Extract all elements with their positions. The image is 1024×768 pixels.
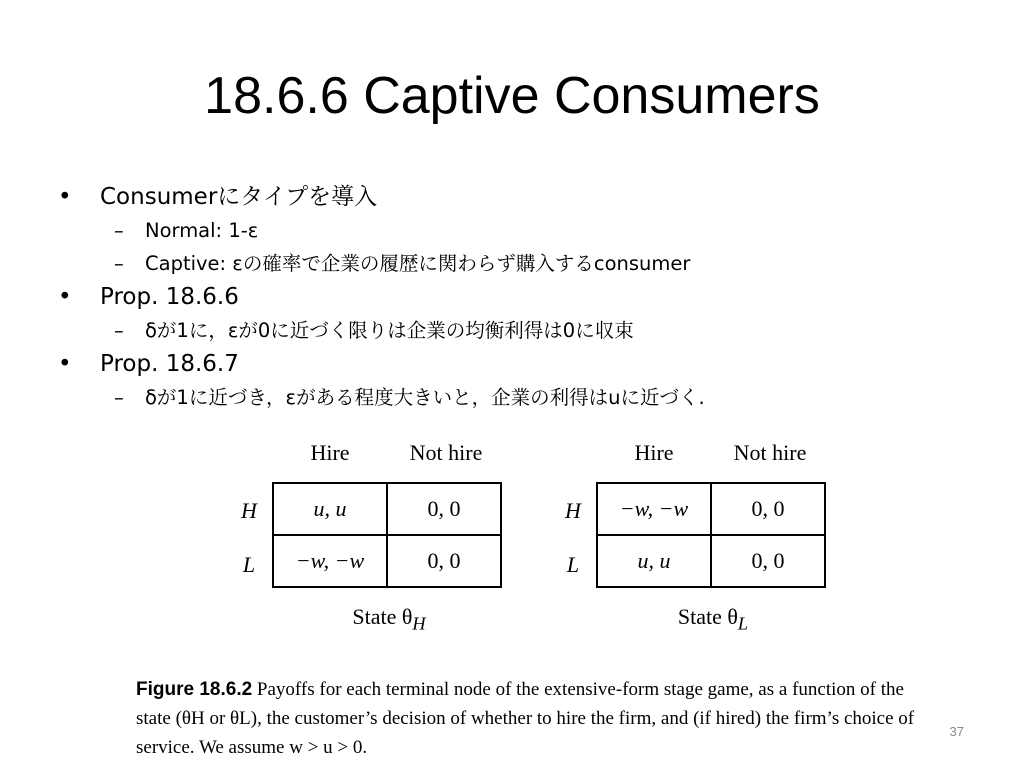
payoff-table bbox=[272, 482, 502, 588]
bullet-item bbox=[58, 280, 998, 314]
payoff-cell: 0, 0 bbox=[387, 535, 501, 587]
bullet-dot-icon: • bbox=[58, 351, 72, 377]
bullet-dot-icon: • bbox=[58, 184, 72, 210]
page-number: 37 bbox=[949, 724, 964, 739]
sub-bullet-item bbox=[58, 214, 998, 247]
caption-label: Figure 18.6.2 bbox=[136, 679, 253, 700]
payoff-cell: 0, 0 bbox=[387, 483, 501, 535]
bullet-text: Prop. 18.6.6 bbox=[100, 284, 239, 310]
row-header: H bbox=[241, 498, 257, 523]
column-header: Hire bbox=[310, 440, 350, 465]
payoff-figure bbox=[0, 440, 1024, 634]
sub-bullet-text: δが1に，εが0に近づく限りは企業の均衡利得は0に収束 bbox=[145, 319, 634, 342]
slide-title: 18.6.6 Captive Consumers bbox=[204, 67, 820, 125]
bullet-list bbox=[58, 180, 998, 414]
sub-bullet-item bbox=[58, 247, 998, 280]
column-header: Hire bbox=[634, 440, 674, 465]
sub-bullet-item bbox=[58, 381, 998, 414]
state-label bbox=[596, 604, 830, 634]
sub-bullet-text: δが1に近づき，εがある程度大きいと，企業の利得はuに近づく. bbox=[145, 386, 705, 409]
bullet-text: Consumerにタイプを導入 bbox=[100, 184, 378, 210]
table-row bbox=[597, 483, 825, 535]
sub-bullet-text: Captive: εの確率で企業の履歴に関わらず購入するconsumer bbox=[145, 252, 691, 275]
table-row bbox=[597, 535, 825, 587]
caption-text: Payoffs for each terminal node of the extensive-form stage game, as a function of the state (θH or θL), the customer’s decision of whether to hire the firm, and (if hired) the firm’s choice of service. We assume w > u > 0. bbox=[136, 679, 915, 758]
payoff-cell: −w, −w bbox=[597, 483, 711, 535]
dash-icon: – bbox=[114, 386, 124, 409]
payoff-cell: 0, 0 bbox=[711, 535, 825, 587]
dash-icon: – bbox=[114, 252, 124, 275]
dash-icon: – bbox=[114, 219, 124, 242]
row-header: L bbox=[242, 552, 256, 577]
payoff-cell: 0, 0 bbox=[711, 483, 825, 535]
figure-caption bbox=[136, 675, 926, 762]
bullet-item bbox=[58, 347, 998, 381]
state-prefix: State θ bbox=[352, 604, 413, 629]
bullet-item bbox=[58, 180, 998, 214]
state-subscript: L bbox=[737, 613, 749, 634]
table-row bbox=[273, 483, 501, 535]
row-header: L bbox=[566, 552, 580, 577]
bullet-dot-icon: • bbox=[58, 284, 72, 310]
state-label bbox=[272, 604, 506, 634]
table-row bbox=[273, 535, 501, 587]
sub-bullet-item bbox=[58, 314, 998, 347]
column-header: Not hire bbox=[409, 440, 483, 465]
dash-icon: – bbox=[114, 319, 124, 342]
row-header: H bbox=[565, 498, 581, 523]
column-header: Not hire bbox=[733, 440, 807, 465]
state-prefix: State θ bbox=[677, 604, 738, 629]
sub-bullet-text: Normal: 1-ε bbox=[145, 219, 259, 242]
bullet-text: Prop. 18.6.7 bbox=[100, 351, 239, 377]
state-subscript: H bbox=[412, 613, 426, 634]
payoff-matrix-right bbox=[556, 440, 836, 634]
payoff-cell: u, u bbox=[273, 483, 387, 535]
payoff-cell: u, u bbox=[597, 535, 711, 587]
payoff-cell: −w, −w bbox=[273, 535, 387, 587]
payoff-matrix-left bbox=[232, 440, 512, 634]
payoff-table bbox=[596, 482, 826, 588]
